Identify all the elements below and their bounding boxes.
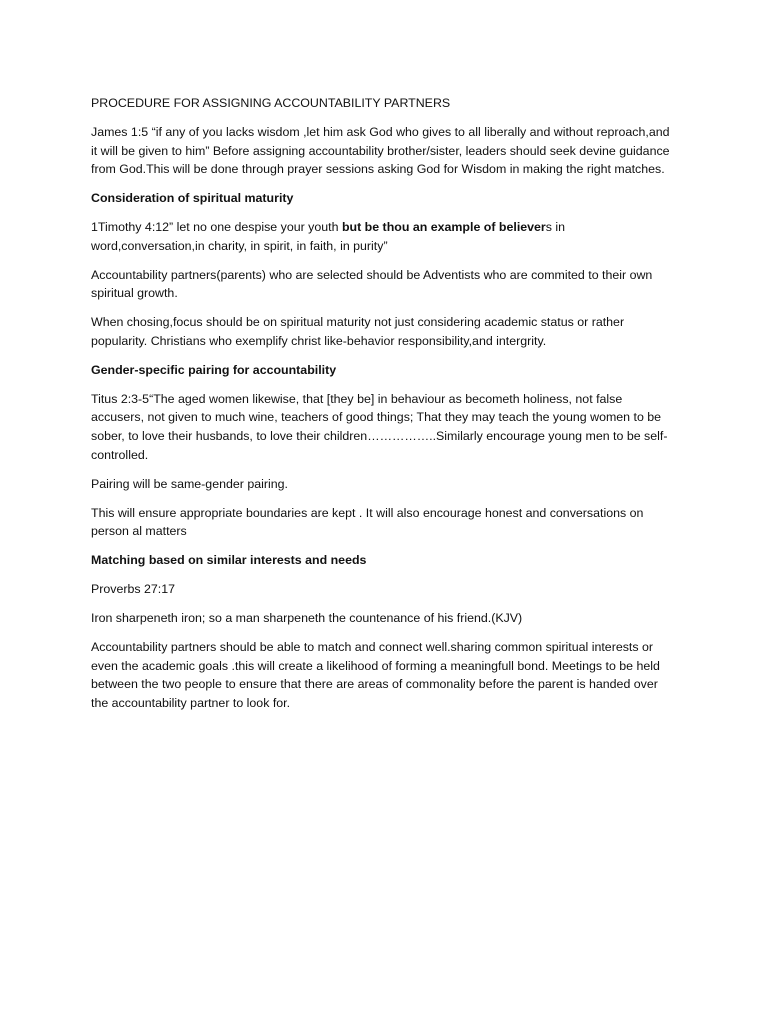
matching-paragraph: Accountability partners should be able to match and connect well.sharing common spiritual interests or even the academic goals .this will create a likelihood of forming a meaningfull bond. Meetings to be held between the two people to ensure that there are areas of commonality before the parent is handed over the accountability partner to look for. bbox=[91, 640, 660, 710]
intro-paragraph: James 1:5 “if any of you lacks wisdom ,let him ask God who gives to all liberally and without reproach,and it will be given to him” Before assigning accountability brother/sister, leaders should seek devine guidance from God.This will be done through prayer sessions asking God for Wisdom in making the right matches. bbox=[91, 124, 670, 177]
timothy-verse-bold: but be thou an example of believer bbox=[341, 220, 546, 235]
pairing-paragraph: Pairing will be same-gender pairing. bbox=[91, 476, 288, 491]
proverbs-verse: Iron sharpeneth iron; so a man sharpeneth the countenance of his friend.(KJV) bbox=[91, 611, 523, 626]
choosing-paragraph: When chosing,focus should be on spiritual maturity not just considering academic status or rather popularity. Christians who exemplify christ like-behavior responsibility,and intergrity. bbox=[91, 315, 625, 348]
proverbs-reference: Proverbs 27:17 bbox=[91, 582, 176, 597]
document-title: PROCEDURE FOR ASSIGNING ACCOUNTABILITY PARTNERS bbox=[91, 96, 451, 110]
section-heading-gender-pairing: Gender-specific pairing for accountability bbox=[91, 362, 337, 377]
timothy-verse-paragraph bbox=[91, 218, 678, 255]
boundaries-paragraph: This will ensure appropriate boundaries are kept . It will also encourage honest and conversations on person al matters bbox=[91, 505, 644, 539]
section-heading-matching: Matching based on similar interests and needs bbox=[91, 553, 367, 568]
timothy-verse-end: s in word,conversation,in charity, in spirit, in faith, in purity” bbox=[91, 220, 566, 253]
titus-verse-paragraph: Titus 2:3-5“The aged women likewise, that [they be] in behaviour as becometh holiness, not false accusers, not given to much wine, teachers of good things; That they may teach the young women to be sober, to love their husbands, to love their children……………..Similarly encourage young men to be self-controlled. bbox=[91, 391, 668, 462]
section-heading-spiritual-maturity: Consideration of spiritual maturity bbox=[91, 191, 294, 206]
selection-paragraph: Accountability partners(parents) who are selected should be Adventists who are commited to their own spiritual growth. bbox=[91, 267, 653, 301]
timothy-verse-start: 1Timothy 4:12” let no one despise your youth bbox=[91, 220, 342, 235]
